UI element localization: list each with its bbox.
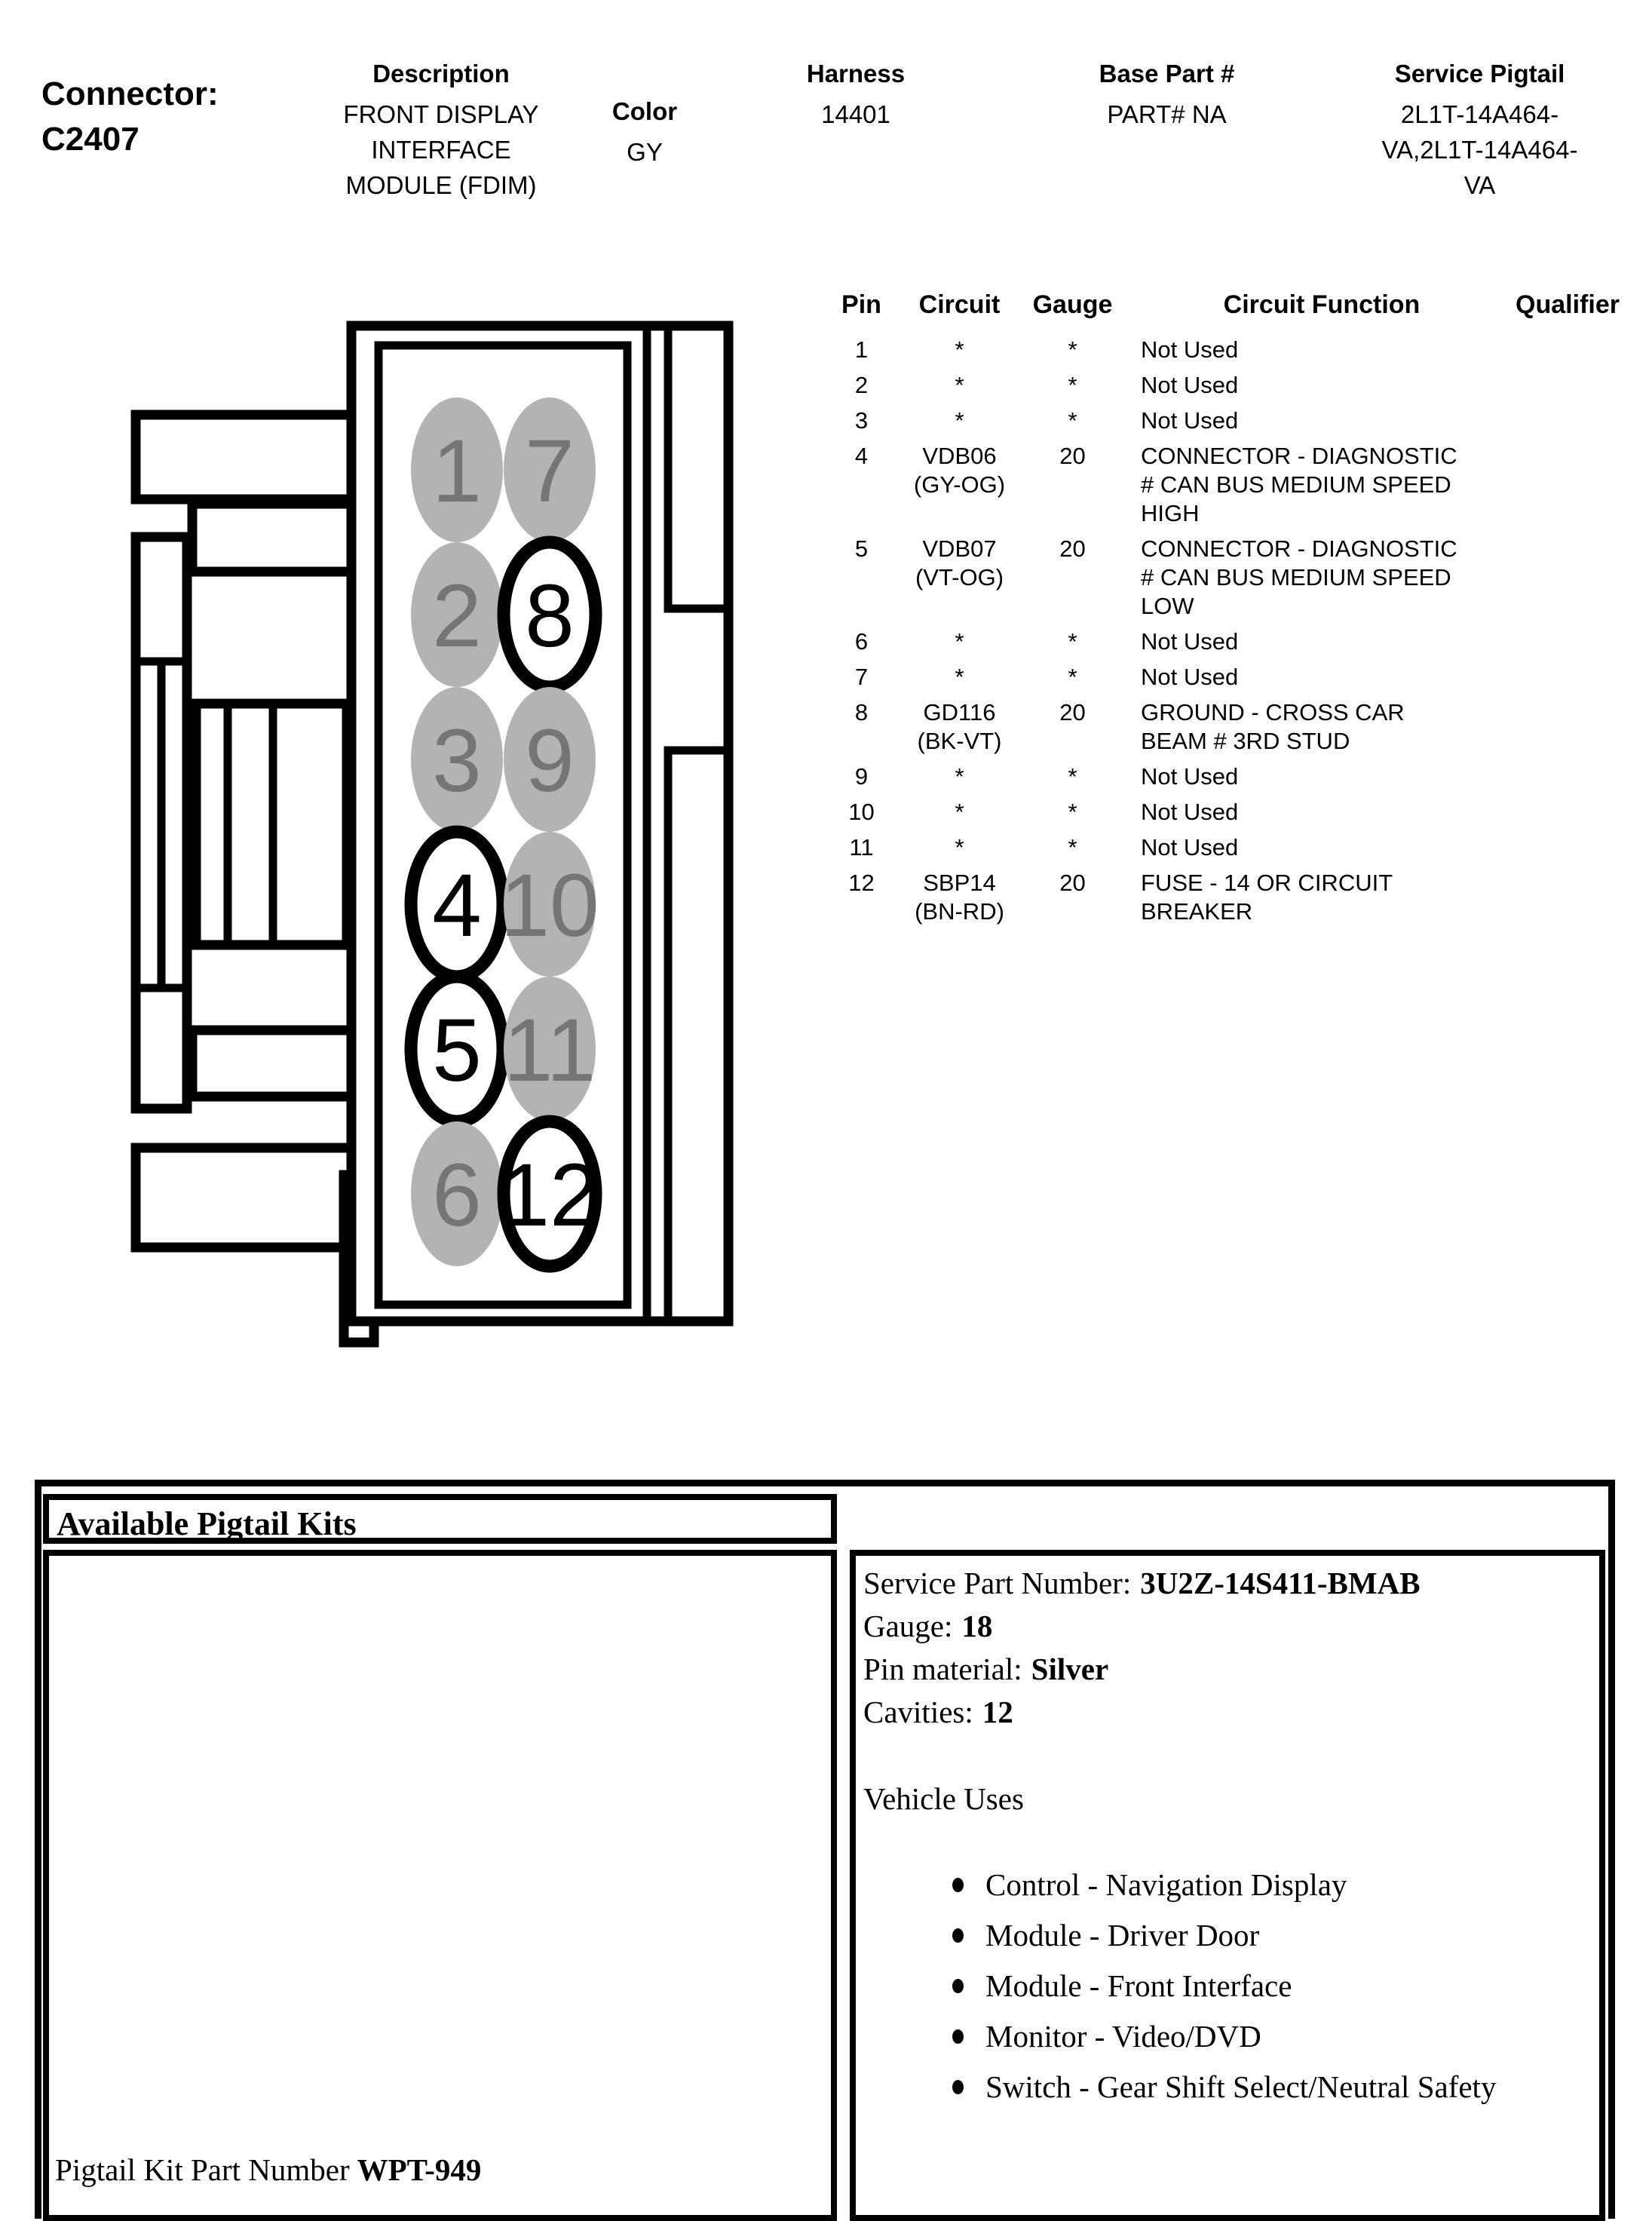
pigtail-kit-panel xyxy=(43,1550,837,2221)
pin-number-12: 12 xyxy=(500,1146,599,1245)
kit-details-panel xyxy=(850,1550,1605,2221)
pin-table-row xyxy=(829,336,1629,364)
header-col-service-pigtail xyxy=(1365,59,1595,203)
gauge-line xyxy=(863,1605,1599,1648)
pin-table-row xyxy=(829,535,1629,621)
qualifier-cell xyxy=(1503,762,1632,791)
pigtail-kit-part-number-label: Pigtail Kit Part Number xyxy=(55,2152,350,2187)
pin-table-row xyxy=(829,698,1629,756)
gauge-value: 18 xyxy=(961,1609,993,1643)
gauge-cell: * xyxy=(1068,407,1077,434)
vehicle-use-item: Control - Navigation Display xyxy=(863,1860,1599,1910)
pin-table xyxy=(829,290,1629,954)
pin-number-7: 7 xyxy=(525,422,575,521)
qualifier-cell xyxy=(1503,336,1632,364)
circuit-cell: VDB07 (VT-OG) xyxy=(915,535,1004,591)
pin-number-6: 6 xyxy=(432,1146,482,1245)
service-part-number-line xyxy=(863,1562,1599,1605)
vehicle-use-item: Module - Front Interface xyxy=(863,1961,1599,2011)
pin-cell: 6 xyxy=(854,628,869,655)
pin-cell: 2 xyxy=(854,372,869,398)
gauge-cell: * xyxy=(1068,799,1077,825)
service-pigtail-line2: VA,2L1T-14A464- xyxy=(1381,136,1578,164)
circuit-cell: * xyxy=(955,834,964,860)
description-value-line3: MODULE (FDIM) xyxy=(345,171,537,199)
available-pigtail-kits-title: Available Pigtail Kits xyxy=(43,1494,837,1544)
qualifier-cell xyxy=(1503,833,1632,862)
pin-number-1: 1 xyxy=(432,422,482,521)
function-cell: CONNECTOR - DIAGNOSTIC # CAN BUS MEDIUM SPEED HIGH xyxy=(1141,443,1457,526)
pin-col-header: Pin xyxy=(841,290,881,319)
pin-cell: 9 xyxy=(854,763,869,790)
gauge-cell: * xyxy=(1068,628,1077,655)
pigtail-kit-part-number xyxy=(55,2152,481,2188)
color-value: GY xyxy=(627,138,663,166)
qualifier-cell xyxy=(1503,798,1632,827)
pin-material-line xyxy=(863,1648,1599,1691)
connector-label: Connector: xyxy=(41,75,219,112)
housing-tab-bottom-1 xyxy=(136,1148,354,1247)
circuit-cell: * xyxy=(955,628,964,655)
function-cell: Not Used xyxy=(1141,664,1239,690)
cavities-line xyxy=(863,1691,1599,1734)
header-col-color xyxy=(596,97,694,170)
cavities-label: Cavities: xyxy=(863,1695,973,1729)
pin-table-row xyxy=(829,371,1629,400)
pin-material-label: Pin material: xyxy=(863,1652,1022,1686)
pin-table-row xyxy=(829,833,1629,862)
circuit-cell: * xyxy=(955,336,964,363)
connector-title xyxy=(41,72,219,162)
pin-number-8: 8 xyxy=(525,566,575,666)
housing-tab-top-2 xyxy=(192,504,354,572)
function-cell: Not Used xyxy=(1141,799,1239,825)
qualifier-cell xyxy=(1503,869,1632,926)
vehicle-uses-title: Vehicle Uses xyxy=(863,1781,1024,1816)
pin-number-9: 9 xyxy=(525,711,575,811)
pin-table-row xyxy=(829,627,1629,656)
function-col-header: Circuit Function xyxy=(1223,290,1421,319)
qualifier-cell xyxy=(1503,406,1632,435)
function-cell: Not Used xyxy=(1141,834,1239,860)
cavities-value: 12 xyxy=(982,1695,1013,1729)
service-part-number-value: 3U2Z-14S411-BMAB xyxy=(1140,1566,1421,1600)
circuit-cell: VDB06 (GY-OG) xyxy=(913,443,1006,498)
description-header: Description xyxy=(372,60,510,87)
description-value-line2: INTERFACE xyxy=(371,136,511,164)
function-cell: Not Used xyxy=(1141,407,1239,434)
description-value-line1: FRONT DISPLAY xyxy=(343,100,539,128)
header-col-description xyxy=(305,59,577,203)
base-part-value: PART# NA xyxy=(1107,100,1227,128)
gauge-cell: * xyxy=(1068,336,1077,363)
pin-table-row xyxy=(829,663,1629,692)
pin-number-11: 11 xyxy=(503,1001,596,1100)
function-cell: FUSE - 14 OR CIRCUIT BREAKER xyxy=(1141,870,1393,925)
gauge-cell: 20 xyxy=(1059,699,1086,726)
circuit-cell: SBP14 (BN-RD) xyxy=(915,870,1004,925)
connector-id: C2407 xyxy=(41,121,139,158)
vehicle-use-item: Module - Driver Door xyxy=(863,1910,1599,1961)
pin-table-header-row xyxy=(829,290,1629,319)
gauge-cell: * xyxy=(1068,834,1077,860)
housing-tab-top-1 xyxy=(136,415,354,499)
service-pigtail-header: Service Pigtail xyxy=(1394,60,1565,87)
circuit-cell: GD116 (BK-VT) xyxy=(917,699,1002,754)
pigtail-kit-part-number-value: WPT-949 xyxy=(357,2152,482,2187)
base-part-header: Base Part # xyxy=(1099,60,1235,87)
function-cell: Not Used xyxy=(1141,372,1239,398)
color-header: Color xyxy=(611,97,678,125)
pigtail-kits-section xyxy=(35,1480,1615,2219)
qualifier-cell xyxy=(1503,442,1632,528)
vehicle-uses-list xyxy=(863,1860,1599,2112)
pin-table-row xyxy=(829,406,1629,435)
gauge-cell: * xyxy=(1068,372,1077,398)
pin-cell: 3 xyxy=(854,407,869,434)
pin-material-value: Silver xyxy=(1031,1652,1109,1686)
pin-number-3: 3 xyxy=(432,711,482,811)
qualifier-cell xyxy=(1503,698,1632,756)
function-cell: CONNECTOR - DIAGNOSTIC # CAN BUS MEDIUM SPEED LOW xyxy=(1141,535,1457,619)
circuit-cell: * xyxy=(955,799,964,825)
vehicle-use-item: Switch - Gear Shift Select/Neutral Safety xyxy=(863,2062,1599,2112)
gauge-cell: 20 xyxy=(1059,535,1086,562)
qualifier-cell xyxy=(1503,663,1632,692)
pin-cell: 5 xyxy=(854,535,869,562)
service-pigtail-line1: 2L1T-14A464- xyxy=(1400,100,1559,128)
service-part-number-label: Service Part Number: xyxy=(863,1566,1132,1600)
gauge-cell: 20 xyxy=(1059,870,1086,896)
pin-cell: 4 xyxy=(854,443,869,469)
qualifier-cell xyxy=(1503,371,1632,400)
pin-cell: 10 xyxy=(848,799,875,825)
gauge-col-header: Gauge xyxy=(1032,290,1113,319)
gauge-label: Gauge: xyxy=(863,1609,953,1643)
qualifier-col-header: Qualifier xyxy=(1516,290,1620,319)
pin-number-2: 2 xyxy=(432,566,482,666)
header-col-base-part xyxy=(1071,59,1263,132)
function-cell: Not Used xyxy=(1141,628,1239,655)
harness-header: Harness xyxy=(806,60,906,87)
pin-number-5: 5 xyxy=(432,1001,482,1100)
pin-table-row xyxy=(829,869,1629,926)
function-cell: Not Used xyxy=(1141,763,1239,790)
circuit-cell: * xyxy=(955,372,964,398)
gauge-cell: 20 xyxy=(1059,443,1086,469)
pin-number-10: 10 xyxy=(500,856,599,956)
pin-table-row xyxy=(829,762,1629,791)
circuit-cell: * xyxy=(955,763,964,790)
pin-cell: 12 xyxy=(848,870,875,896)
pin-cell: 1 xyxy=(854,336,869,363)
qualifier-cell xyxy=(1503,535,1632,621)
pin-cell: 7 xyxy=(854,664,869,690)
service-pigtail-line3: VA xyxy=(1464,171,1496,199)
gauge-cell: * xyxy=(1068,763,1077,790)
header-col-harness xyxy=(792,59,920,132)
function-cell: GROUND - CROSS CAR BEAM # 3RD STUD xyxy=(1141,699,1405,754)
circuit-col-header: Circuit xyxy=(918,290,1001,319)
function-cell: Not Used xyxy=(1141,336,1239,363)
circuit-cell: * xyxy=(955,664,964,690)
harness-value: 14401 xyxy=(821,100,890,128)
housing-tab-bottom-2 xyxy=(192,1030,354,1097)
vehicle-use-item: Monitor - Video/DVD xyxy=(863,2011,1599,2062)
pin-cell: 8 xyxy=(854,699,869,726)
pin-number-4: 4 xyxy=(432,856,482,956)
circuit-cell: * xyxy=(955,407,964,434)
pin-cell: 11 xyxy=(849,834,874,860)
pin-table-row xyxy=(829,798,1629,827)
qualifier-cell xyxy=(1503,627,1632,656)
pin-table-row xyxy=(829,442,1629,528)
connector-face-diagram xyxy=(113,317,777,1373)
gauge-cell: * xyxy=(1068,664,1077,690)
